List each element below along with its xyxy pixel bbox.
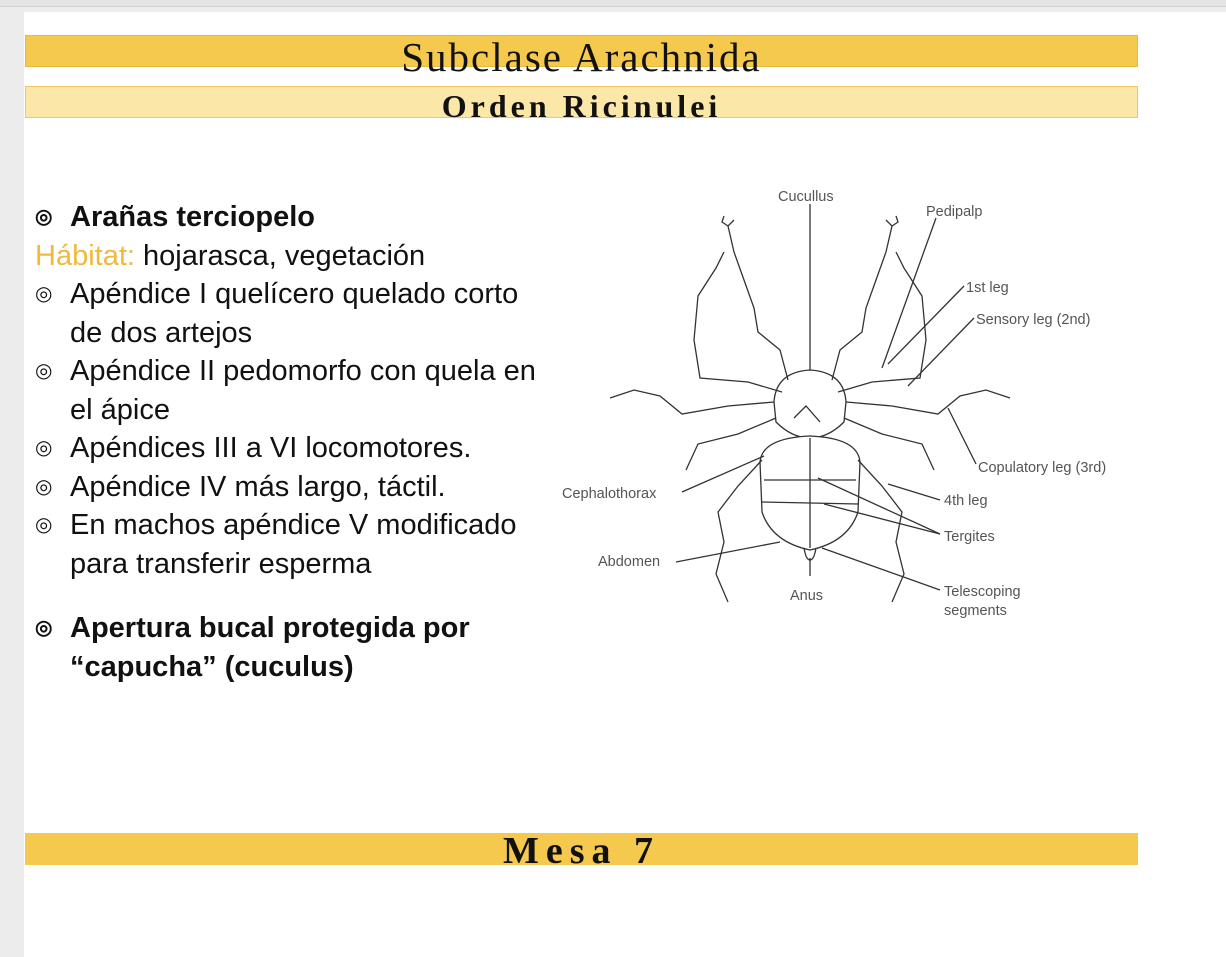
list-item (35, 352, 555, 429)
habitat-label: Hábitat: (35, 239, 135, 272)
label-tergites: Tergites (944, 529, 995, 545)
label-sensory-leg: Sensory leg (2nd) (976, 312, 1091, 328)
item-text: Apéndice II pedomorfo con quela en el ápice (70, 355, 536, 426)
habitat-line (35, 237, 555, 276)
list-item (35, 506, 555, 583)
label-anus: Anus (790, 588, 824, 604)
list-item (35, 198, 555, 237)
item-text: Apertura bucal protegida por “capucha” (cuculus) (70, 612, 470, 683)
item-text: Apéndice I quelícero quelado corto de dos artejos (70, 278, 519, 349)
bullet-icon: ◎ (35, 206, 53, 228)
window-top-bar (0, 0, 1226, 7)
label-telescoping: Telescoping (944, 584, 1021, 600)
label-abdomen: Abdomen (598, 554, 661, 570)
label-1st-leg: 1st leg (966, 280, 1009, 296)
bullet-icon: ◎ (35, 475, 53, 498)
label-copulatory-leg: Copulatory leg (3rd) (978, 460, 1107, 476)
label-4th-leg: 4th leg (944, 493, 988, 509)
item-text: Apéndice IV más largo, táctil. (70, 470, 446, 503)
bullet-icon: ◎ (35, 437, 53, 459)
item-text: Apéndices III a VI locomotores. (70, 432, 472, 464)
list-item (35, 609, 555, 686)
bullet-icon: ◎ (35, 360, 53, 382)
slide-footer: Mesa 7 (502, 830, 661, 872)
bullet-icon: ◎ (35, 283, 53, 305)
list-item (35, 275, 555, 352)
bullet-icon: ◎ (35, 617, 53, 639)
item-text: En machos apéndice V modificado para transferir esperma (70, 509, 517, 580)
slide-subtitle: Orden Ricinulei (441, 88, 722, 124)
label-segments: segments (944, 603, 1007, 619)
label-pedipalp: Pedipalp (926, 204, 983, 220)
ricinulei-diagram (548, 182, 1148, 632)
list-item (35, 429, 555, 468)
list-item (35, 468, 555, 507)
slide-title: Subclase Arachnida (401, 34, 762, 80)
label-cephalothorax: Cephalothorax (562, 486, 657, 502)
bullet-icon: ◎ (35, 514, 53, 536)
bullet-list (35, 198, 555, 686)
item-text: Arañas terciopelo (70, 201, 315, 233)
label-cucullus: Cucullus (778, 189, 834, 205)
habitat-value: hojarasca, vegetación (134, 239, 426, 272)
